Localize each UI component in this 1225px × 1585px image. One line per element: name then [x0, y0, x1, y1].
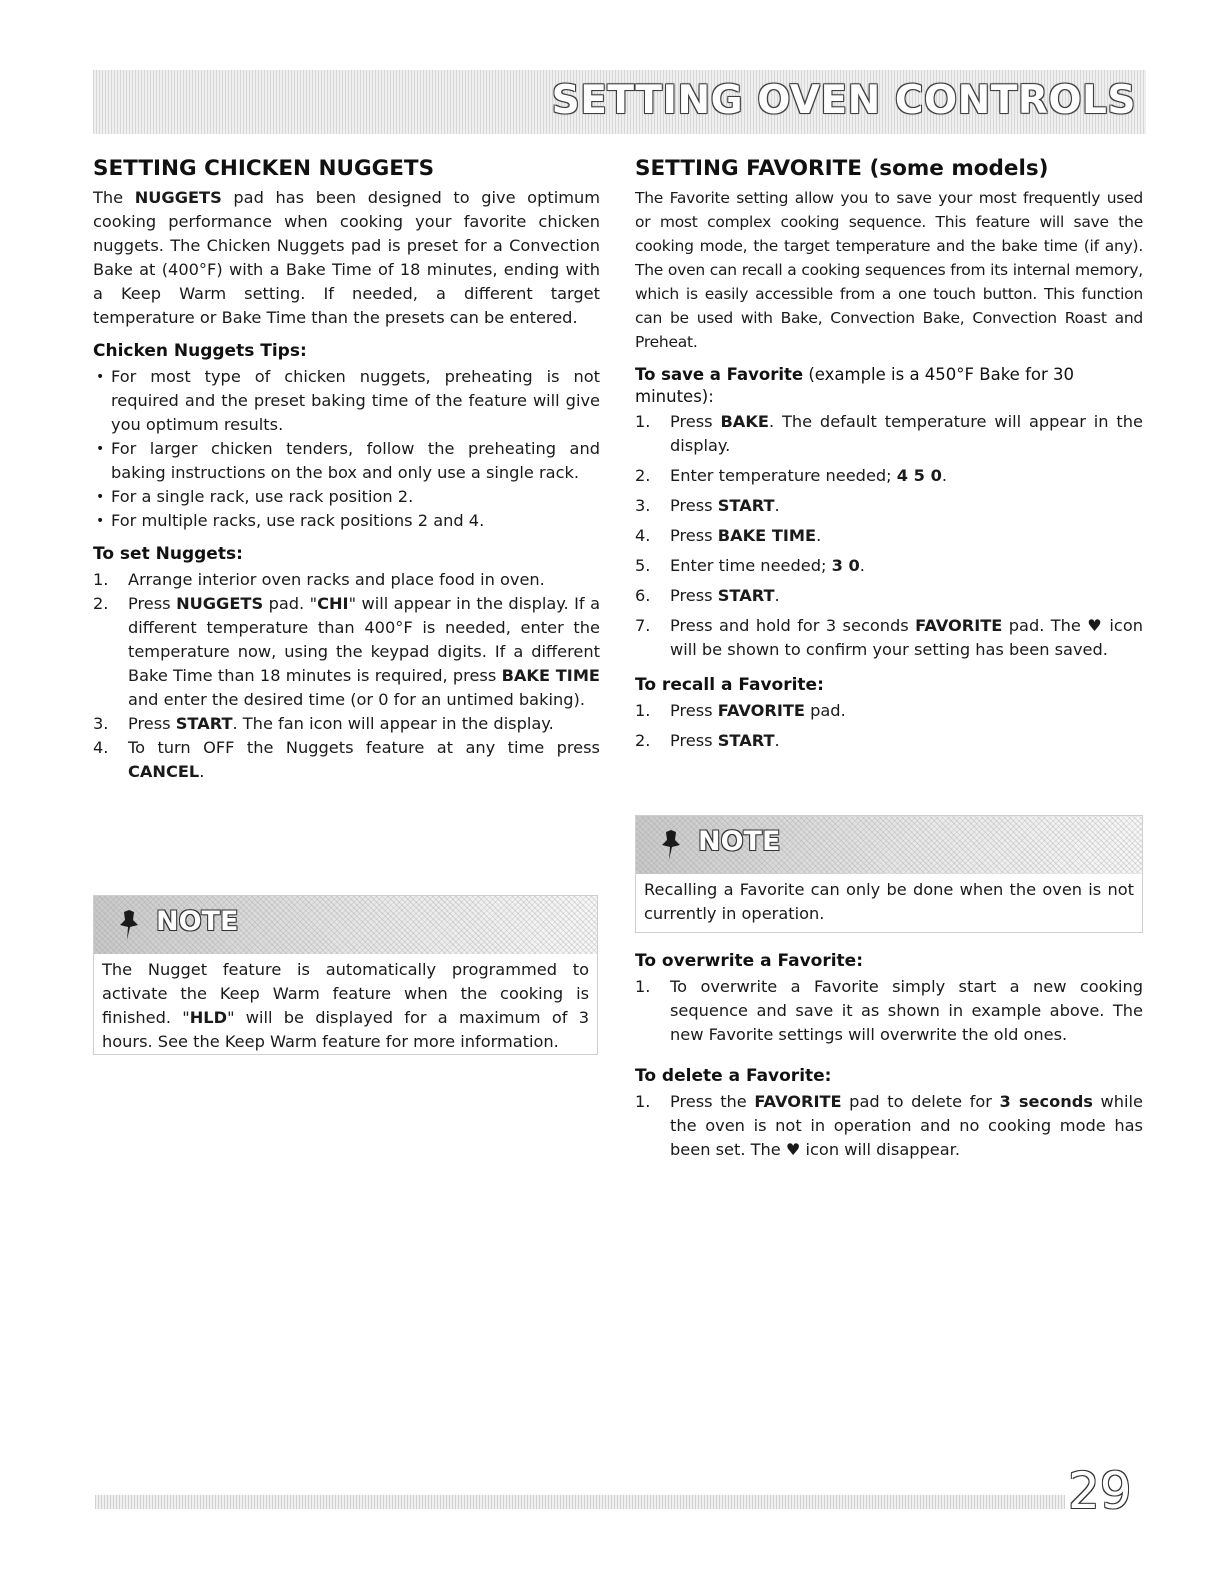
- favorite-intro: The Favorite setting allow you to save your most frequently used or most complex cooking sequence. This feature will save the cooking mode, the target temperature and the bake time (if any). The oven can recall a cooking sequences from its internal memory, which is easily accessible from a one touch button. This function can be used with Bake, Convection Bake, Convection Roast and Preheat.: [635, 188, 1143, 351]
- footer-bar: [95, 1495, 1065, 1509]
- left-column: [93, 156, 600, 784]
- tip-item: • For a single rack, use rack position 2.: [93, 485, 600, 509]
- step-number: 6.: [635, 586, 651, 606]
- step-item: [635, 1090, 1143, 1162]
- set-nuggets-heading: To set Nuggets:: [93, 543, 243, 564]
- step-text: Press BAKE TIME.: [670, 526, 822, 546]
- step-item: [635, 524, 1143, 548]
- nuggets-note-box: [93, 895, 598, 1055]
- recall-favorite-heading: To recall a Favorite:: [635, 675, 824, 696]
- save-favorite-heading-rest: (example is a 450°F Bake for 30 minutes):: [635, 364, 1075, 407]
- step-text: Press BAKE. The default temperature will appear in the display.: [670, 412, 1143, 456]
- nuggets-tips-heading: Chicken Nuggets Tips:: [93, 340, 307, 361]
- step-text: Enter temperature needed; 4 5 0.: [670, 466, 947, 486]
- delete-favorite-steps: [635, 1090, 1143, 1162]
- step-number: 2.: [635, 466, 651, 486]
- note-text: The Nugget feature is automatically programmed to activate the Keep Warm feature when the cooking is finished. "HLD" will be displayed for a maximum of 3 hours. See the Keep Warm feature for more information.: [102, 960, 589, 1051]
- step-number: 3.: [93, 713, 109, 733]
- favorite-note-box: [635, 815, 1143, 933]
- right-column: [635, 156, 1143, 759]
- page-number: 29: [1068, 1462, 1132, 1520]
- step-text: Press FAVORITE pad.: [670, 701, 846, 721]
- step-number: 4.: [93, 737, 109, 757]
- step-item: [93, 568, 600, 592]
- step-number: 1.: [635, 412, 651, 432]
- step-item: [635, 554, 1143, 578]
- step-text: Press START.: [670, 496, 780, 516]
- step-text: Press NUGGETS pad. "CHI" will appear in the display. If a different temperature than 400°F is needed, enter the temperature now, using the keypad digits. If a different Bake Time than 18 minutes is required, press BAKE TIME and enter the desired time (or 0 for an untimed baking).: [128, 593, 601, 709]
- set-nuggets-steps: [93, 568, 600, 784]
- step-number: 3.: [635, 496, 651, 516]
- step-text: Press START. The fan icon will appear in the display.: [128, 713, 554, 733]
- save-favorite-heading: [635, 364, 1143, 409]
- save-favorite-steps: [635, 410, 1143, 662]
- step-number: 1.: [93, 569, 109, 589]
- step-item: [635, 584, 1143, 608]
- pushpin-icon: [658, 828, 684, 862]
- tip-item: • For most type of chicken nuggets, preheating is not required and the preset baking time of the feature will give you optimum results.: [93, 365, 600, 437]
- note-text: Recalling a Favorite can only be done when the oven is not currently in operation.: [644, 880, 1134, 923]
- nuggets-tips-list: [93, 365, 600, 533]
- page-header-title: SETTING OVEN CONTROLS: [551, 78, 1136, 123]
- step-item: [635, 729, 1143, 753]
- right-column-lower: [635, 950, 1143, 1162]
- delete-favorite-heading: To delete a Favorite:: [635, 1065, 832, 1086]
- step-item: [635, 699, 1143, 723]
- step-number: 1.: [635, 701, 651, 721]
- note-header: [94, 896, 597, 954]
- step-number: 7.: [635, 616, 651, 636]
- step-number: 2.: [93, 593, 109, 613]
- step-item: [635, 464, 1143, 488]
- note-label: NOTE: [156, 906, 239, 937]
- favorite-title: SETTING FAVORITE (some models): [635, 156, 1049, 181]
- tip-item: • For multiple racks, use rack positions 2 and 4.: [93, 509, 600, 533]
- step-item: [635, 494, 1143, 518]
- step-item: [93, 592, 600, 712]
- step-item: [635, 614, 1143, 662]
- step-number: 2.: [635, 731, 651, 751]
- step-text: Press the FAVORITE pad to delete for 3 seconds while the oven is not in operation and no cooking mode has been set. The ♥ icon will disappear.: [670, 1091, 1143, 1159]
- note-label: NOTE: [698, 826, 781, 857]
- recall-favorite-steps: [635, 699, 1143, 753]
- step-number: 4.: [635, 526, 651, 546]
- overwrite-favorite-steps: [635, 975, 1143, 1047]
- step-item: [635, 410, 1143, 458]
- step-text: To turn OFF the Nuggets feature at any time press CANCEL.: [128, 737, 600, 781]
- save-favorite-heading-bold: To save a Favorite: [635, 364, 804, 384]
- step-item: [93, 736, 600, 784]
- step-text: Enter time needed; 3 0.: [670, 556, 865, 576]
- step-item: [635, 975, 1143, 1047]
- note-header: [636, 816, 1142, 874]
- chicken-nuggets-title: SETTING CHICKEN NUGGETS: [93, 156, 435, 181]
- step-text: Arrange interior oven racks and place food in oven.: [128, 569, 545, 589]
- step-text: To overwrite a Favorite simply start a new cooking sequence and save it as shown in example above. The new Favorite settings will overwrite the old ones.: [670, 976, 1143, 1044]
- step-number: 5.: [635, 556, 651, 576]
- chicken-nuggets-intro: The NUGGETS pad has been designed to give optimum cooking performance when cooking your favorite chicken nuggets. The Chicken Nuggets pad is preset for a Convection Bake at (400°F) with a Bake Time of 18 minutes, ending with a Keep Warm setting. If needed, a different target temperature or Bake Time than the presets can be entered.: [93, 187, 600, 327]
- pushpin-icon: [116, 908, 142, 942]
- step-number: 1.: [635, 1091, 651, 1111]
- step-text: Press START.: [670, 731, 780, 751]
- step-text: Press and hold for 3 seconds FAVORITE pad. The ♥ icon will be shown to confirm your setting has been saved.: [670, 616, 1143, 660]
- step-item: [93, 712, 600, 736]
- step-number: 1.: [635, 976, 651, 996]
- header-banner: [93, 70, 1146, 134]
- step-text: Press START.: [670, 586, 780, 606]
- tip-item: • For larger chicken tenders, follow the preheating and baking instructions on the box and only use a single rack.: [93, 437, 600, 485]
- overwrite-favorite-heading: To overwrite a Favorite:: [635, 951, 864, 971]
